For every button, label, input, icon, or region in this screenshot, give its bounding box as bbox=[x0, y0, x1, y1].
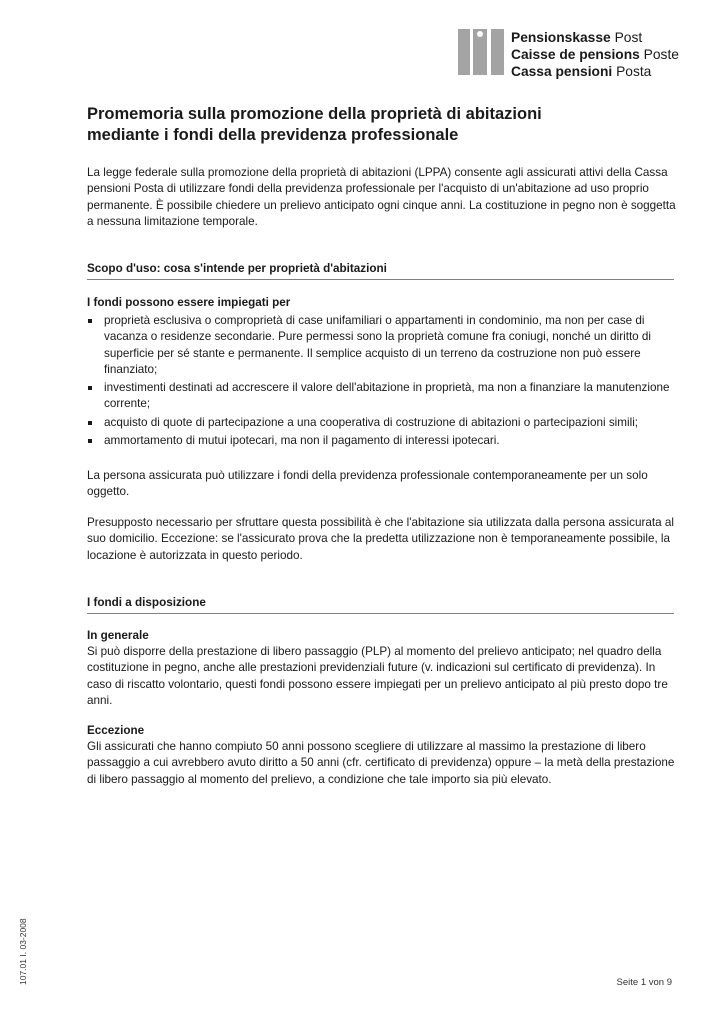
section-heading-scope: Scopo d'uso: cosa s'intende per proprietà d'abitazioni bbox=[87, 261, 674, 280]
subheading-exception: Eccezione bbox=[87, 724, 145, 737]
uses-list bbox=[87, 313, 677, 451]
paragraph-single-object: La persona assicurata può utilizzare i fondi della previdenza professionale contemporaneamente per un solo oggetto. bbox=[87, 469, 648, 499]
intro-paragraph: La legge federale sulla promozione della proprietà di abitazioni (LPPA) consente agli assicurati attivi della Cassa pensioni Posta di utilizzare fondi della previdenza professionale per l'acquisto di un'abitazione ad uso proprio permanente. È possibile chiedere un prelievo anticipato ogni cinque anni. La costituzione in pegno non è soggetta a nessuna limitazione temporale. bbox=[87, 166, 676, 228]
title-line-1: Promemoria sulla promozione della proprietà di abitazioni bbox=[87, 105, 542, 123]
list-item: proprietà esclusiva o comproprietà di case unifamiliari o appartamenti in condominio, ma non per case di vacanza o residenze secondarie. Pure permessi sono la proprietà comune fra coniugi, nonché un diritto di superficie per sé stante e permanente. Il semplice acquisto di un terreno da costruzione non può essere finanziato; bbox=[87, 313, 677, 378]
list-item: ammortamento di mutui ipotecari, ma non il pagamento di interessi ipotecari. bbox=[87, 433, 677, 449]
document-title bbox=[87, 104, 677, 146]
paragraph-exception: Gli assicurati che hanno compiuto 50 anni possono scegliere di utilizzare al massimo la prestazione di libero passaggio a cui avrebbero avuto diritto a 50 anni (cfr. certificato di previdenza) oppure – la metà della prestazione di libero passaggio al momento del prelievo, a condizione che tale importo sia più elevato. bbox=[87, 740, 675, 786]
post-logo-mark bbox=[458, 29, 504, 75]
subheading-uses: I fondi possono essere impiegati per bbox=[87, 296, 291, 309]
subheading-general: In generale bbox=[87, 629, 149, 642]
page-number: Seite 1 von 9 bbox=[616, 977, 672, 988]
post-logo bbox=[458, 29, 679, 80]
org-name: Pensionskasse Post Caisse de pensions Poste Cassa pensioni Posta bbox=[511, 30, 679, 79]
paragraph-domicile: Presupposto necessario per sfruttare questa possibilità è che l'abitazione sia utilizzata dalla persona assicurata al suo domicilio. Eccezione: se l'assicurato prova che la predetta utilizzazione non è temporaneamente possibile, la locazione è autorizzata in questo periodo. bbox=[87, 516, 674, 562]
section-heading-funds: I fondi a disposizione bbox=[87, 595, 674, 614]
list-item: investimenti destinati ad accrescere il valore dell'abitazione in proprietà, ma non a finanziare la manutenzione corrente; bbox=[87, 380, 677, 413]
document-code: 107.01 I. 03-2008 bbox=[18, 918, 28, 985]
paragraph-general: Si può disporre della prestazione di libero passaggio (PLP) al momento del prelievo anticipato; nel quadro della costituzione in pegno, anche alle prestazioni previdenziali future (v. indicazioni sul certificato di previdenza). In caso di riscatto volontario, questi fondi possono essere impiegati per un prelievo anticipato al più presto dopo tre anni. bbox=[87, 645, 668, 707]
title-line-2: mediante i fondi della previdenza professionale bbox=[87, 126, 459, 144]
list-item: acquisto di quote di partecipazione a una cooperativa di costruzione di abitazioni o partecipazioni simili; bbox=[87, 415, 677, 431]
